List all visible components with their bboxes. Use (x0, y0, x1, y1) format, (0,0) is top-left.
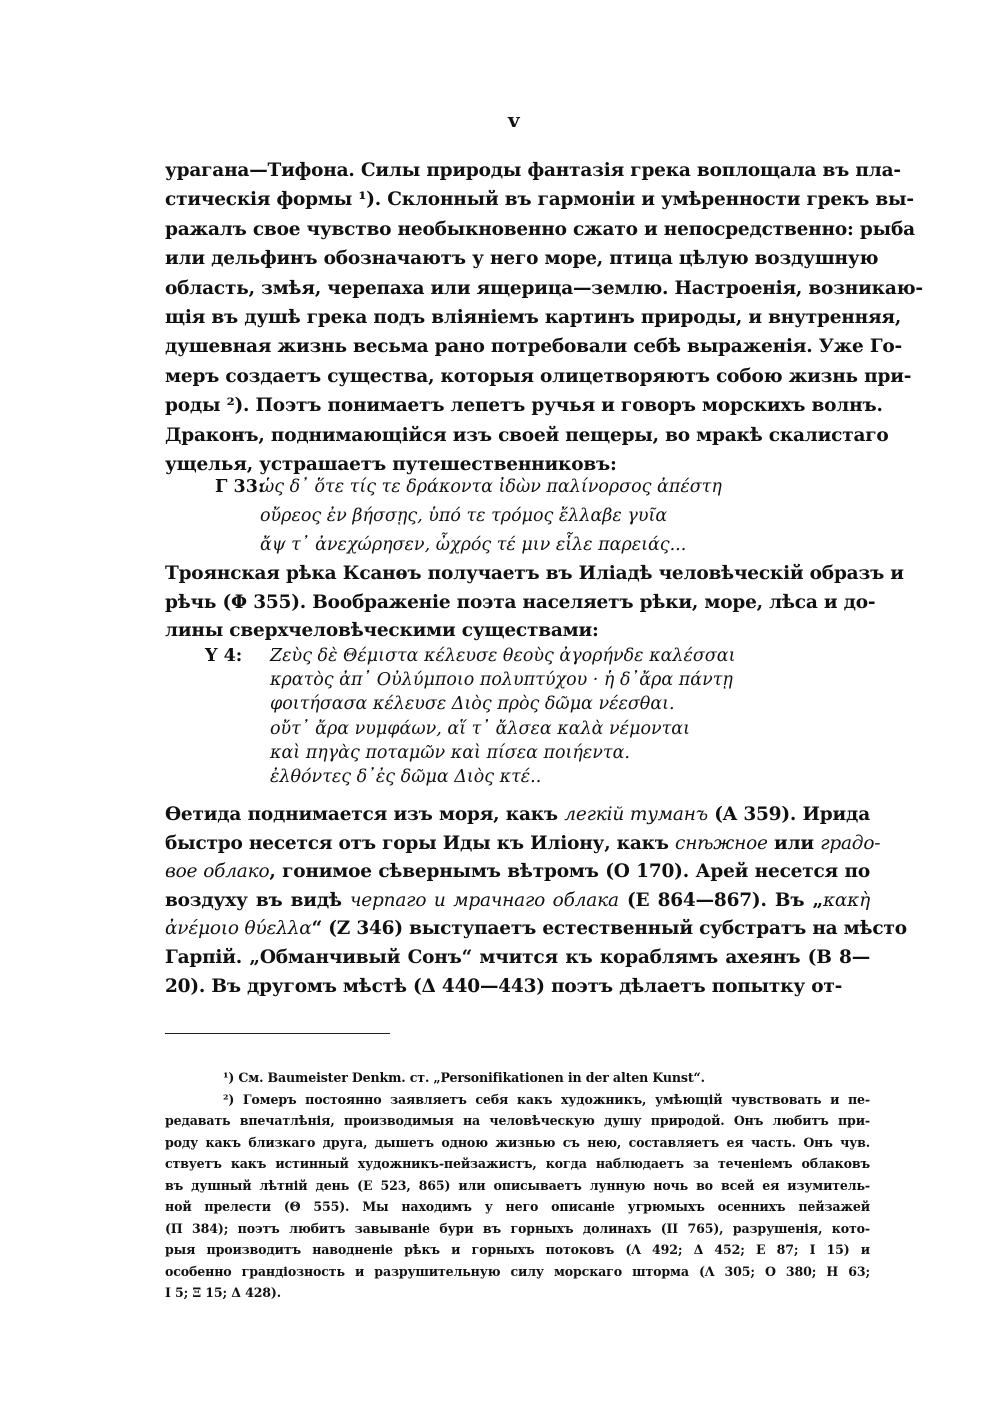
italic-text: легкій туманъ (564, 804, 708, 825)
greek-verse: οὔτ᾽ ἄρα νυμφάων, αἵ τ᾽ ἄλσεα καλὰ νέμονται (270, 718, 690, 739)
text-segment: Ѳетида поднимается изъ моря, какъ (165, 804, 565, 825)
text-segment: или дельфинъ обозначаютъ у него море, птица цѣлую воздушную (165, 248, 879, 270)
footnotes (165, 1067, 870, 1304)
text-segment: стическія формы ¹). Склонный въ гармоніи и умѣренности грекъ вы- (165, 189, 914, 211)
text-line (165, 830, 881, 859)
footnote-line: редавать впечатлѣнія, производимыя на человѣческую душу природой. Онъ любитъ при- (165, 1113, 870, 1128)
greek-verse: κρατὸς ἀπ᾽ Οὐλύμποιο πολυπτύχου · ἡ δ᾽ἄρα πάντῃ (270, 670, 733, 691)
text-line (165, 973, 870, 1002)
text-line (165, 915, 907, 944)
page-number: v (508, 108, 520, 132)
verse-line (215, 502, 835, 531)
text-segment: щія въ душѣ грека подъ вліяніемъ картинъ природы, и внутренняя, (165, 307, 902, 329)
text-line (165, 887, 870, 916)
verse-line (205, 644, 845, 668)
text-line (165, 156, 901, 185)
greek-verse: ἐλθόντες δ᾽ἐς δῶμα Διὸς κτέ.. (270, 767, 542, 788)
text-segment: “ (Ζ 346) выступаетъ естественный субстратъ на мѣсто (311, 918, 907, 940)
footnote-line: (Π 384); поэтъ любитъ завываніе бури въ горныхъ долинахъ (ΙΙ 765), разрушенія, кото- (165, 1220, 870, 1236)
text-segment: быстро несется отъ горы Иды къ Иліону, какъ (165, 832, 676, 854)
verse-line (205, 741, 845, 765)
footnote-line: ствуетъ какъ истинный художникъ-пейзажистъ, когда наблюдаетъ за теченіемъ облаковъ (165, 1156, 870, 1171)
text-segment: , гонимое сѣвернымъ вѣтромъ (Ο 170). Арей несется по (269, 861, 870, 883)
text-line (165, 303, 902, 332)
text-line (165, 215, 915, 244)
greek-verse: ὡς δ᾽ ὅτε τίς τε δράκοντα ἰδὼν παλίνορσος ἀπέστη (260, 477, 722, 497)
text-line (165, 244, 879, 273)
footnote-line: въ душный лѣтній день (Ε 523, 865) или описываетъ лунную ночь во всей ея изумитель- (165, 1177, 870, 1193)
text-segment: область, змѣя, черепаха или ящерица—землю. Настроенія, возникаю- (165, 277, 923, 299)
verse-line (215, 531, 835, 560)
text-line (165, 391, 883, 420)
text-line (165, 332, 903, 361)
text-segment: 20). Въ другомъ мѣстѣ (Δ 440—443) поэтъ дѣлаетъ попытку от- (165, 975, 843, 997)
footnote-line: Ι 5; Ξ 15; Δ 428). (165, 1285, 281, 1300)
greek-verse: φοιτήσασα κέλευσε Διὸς πρὸς δῶμα νέεσθαι. (270, 694, 675, 715)
text-line (165, 801, 870, 830)
verse-line (205, 765, 845, 789)
italic-text: черпаго и мрачнаго облака (349, 889, 619, 911)
italic-text: κακὴ (822, 889, 870, 911)
text-segment: Драконъ, поднимающійся изъ своей пещеры, во мракѣ скалистаго (165, 424, 889, 446)
text-segment: (Α 359). Ирида (707, 804, 870, 825)
text-line (165, 274, 923, 303)
text-segment: урагана—Тифона. Силы природы фантазія грека воплощала въ пла- (165, 160, 901, 181)
paragraph-2 (165, 560, 904, 646)
text-segment: рѣчь (Φ 355). Воображеніе поэта населяетъ рѣки, море, лѣса и до- (165, 591, 876, 613)
text-line (165, 362, 912, 391)
greek-quote-2 (205, 644, 845, 789)
text-line (165, 589, 876, 618)
text-segment: Гарпій. „Обманчивый Сонъ“ мчится къ кораблямъ ахеянъ (Β 8— (165, 946, 870, 968)
text-segment: Троянская рѣка Ксанѳъ получаетъ въ Иліадѣ человѣческій образъ и (165, 563, 904, 584)
footnote-line: ¹) См. Baumeister Denkm. ст. „Personifikationen in der alten Kunst“. (223, 1070, 705, 1085)
footnote-line: особенно грандіозность и разрушительную силу морскаго шторма (Λ 305; Ο 380; Η 63; (165, 1263, 870, 1279)
text-segment: лины сверхчеловѣческими существами: (165, 620, 599, 641)
footnote-line: рыя производитъ наводненіе рѣкъ и горныхъ потоковъ (Λ 492; Δ 452; Ε 87; Ι 15) и (165, 1242, 870, 1257)
text-segment: меръ создаетъ существа, которыя олицетворяютъ собою жизнь при- (165, 365, 912, 387)
footnote-line: ной прелести (Θ 555). Мы находимъ у него описаніе угрюмыхъ осеннихъ пейзажей (165, 1199, 870, 1214)
text-line (165, 185, 914, 214)
footnote-line: роду какъ близкаго друга, дышетъ одною жизнью съ нею, составляетъ ея часть. Онъ чув. (165, 1134, 870, 1150)
text-line (165, 421, 889, 450)
text-segment: (Ε 864—867). Въ „ (618, 889, 823, 911)
paragraph-3 (165, 801, 907, 1001)
text-line (165, 560, 904, 589)
verse-reference: Γ 33: (215, 477, 265, 497)
text-line (165, 858, 870, 887)
verse-line (215, 473, 835, 502)
footnote-divider (165, 1033, 390, 1034)
text-line (165, 617, 870, 646)
greek-quote-1 (215, 473, 835, 560)
verse-line (205, 668, 845, 692)
text-segment: или (767, 832, 821, 854)
paragraph-1 (165, 156, 923, 479)
verse-reference: Υ 4: (205, 646, 243, 666)
italic-text: ἀνέμοιο θύελλα (165, 918, 312, 940)
greek-verse: οὔρεος ἐν βήσσῃς, ὑπό τε τρόμος ἔλλαβε γυῖα (260, 506, 668, 526)
greek-verse: καὶ πηγὰς ποταμῶν καὶ πίσεα ποιήεντα. (270, 742, 630, 763)
greek-verse: Ζεὺς δὲ Θέμιστα κέλευσε θεοὺς ἀγορήνδε καλέσσαι (270, 646, 736, 666)
italic-text: снѣжное (675, 832, 768, 854)
text-segment: душевная жизнь весьма рано потребовали себѣ выраженія. Уже Го- (165, 336, 903, 358)
footnote-line: ²) Гомеръ постоянно заявляетъ себя какъ художникъ, умѣющій чувствовать и пе- (223, 1091, 870, 1107)
text-segment: ражалъ свое чувство необыкновенно сжато и непосредственно: рыба (165, 218, 915, 240)
italic-text: вое облако (165, 861, 270, 883)
verse-line (205, 692, 845, 716)
text-segment: роды ²). Поэтъ понимаетъ лепетъ ручья и говоръ морскихъ волнъ. (165, 395, 883, 417)
greek-verse: ἄψ τ᾽ ἀνεχώρησεν, ὦχρός τέ μιν εἷλε παρειάς... (260, 535, 687, 555)
italic-text: градо- (820, 832, 881, 854)
verse-line (205, 717, 845, 741)
text-segment: ущелья, устрашаетъ путешественниковъ: (165, 454, 617, 476)
text-segment: воздуху въ видѣ (165, 889, 350, 911)
text-line (165, 944, 870, 973)
